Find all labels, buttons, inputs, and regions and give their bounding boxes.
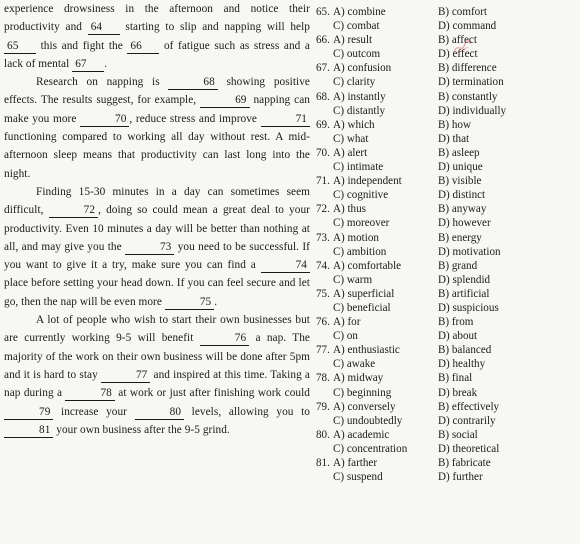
question-number: 77. [316, 344, 330, 357]
question-70-row-cd [316, 160, 578, 174]
question-79-row-ab [316, 400, 578, 414]
option-a: A) alert [333, 146, 368, 159]
question-number: 70. [316, 146, 330, 159]
question-80-row-cd [316, 442, 578, 456]
option-a: A) superficial [333, 287, 395, 300]
option-c: C) beginning [333, 386, 392, 399]
paragraph-3: Finding 15-30 minutes in a day can sometimes seem difficult, 72 , doing so could mean a great deal to your productivity. Even 10 minutes a day will be better than nothing at all, and may give you the 73 you need to be successful. If you want to give it a try, make sure you can find a 74 place before setting your head down. If you can feel secure and let go, then the nap will be even more 75 . [4, 185, 310, 308]
question-68-row-ab [316, 90, 578, 104]
blank-77: 77 [101, 369, 150, 383]
blank-80: 80 [135, 406, 184, 420]
option-b: B) artificial [438, 287, 490, 300]
option-d: D) suspicious [438, 301, 499, 314]
question-number: 73. [316, 231, 330, 244]
question-71-row-cd [316, 188, 578, 202]
option-a: A) conversely [333, 400, 396, 413]
question-number: 78. [316, 372, 330, 385]
blank-73: 73 [125, 241, 174, 255]
option-c: C) what [333, 132, 369, 145]
blank-67: 67 [72, 58, 104, 72]
blank-66: 66 [127, 40, 159, 54]
option-b: B) social [438, 428, 478, 441]
option-b: B) comfort [438, 6, 487, 18]
option-b: B) anyway [438, 203, 487, 216]
question-81-row-ab [316, 456, 578, 470]
option-d: D) command [438, 20, 497, 33]
question-78-row-ab [316, 371, 578, 385]
option-b: B) fabricate [438, 457, 491, 469]
question-79-row-cd [316, 414, 578, 428]
option-d: D) healthy [438, 358, 486, 371]
question-72-row-ab [316, 202, 578, 216]
question-74-row-cd [316, 273, 578, 287]
question-66-row-cd [316, 47, 578, 61]
question-69-row-cd [316, 132, 578, 146]
option-a: A) for [333, 316, 361, 329]
option-d: D) theoretical [438, 442, 500, 455]
question-75-row-cd [316, 301, 578, 315]
option-d: D) about [438, 330, 478, 343]
option-d: D) distinct [438, 189, 486, 202]
option-b: B) from [438, 316, 474, 329]
option-a: A) midway [333, 372, 384, 385]
question-number: 65. [316, 6, 330, 18]
question-number: 69. [316, 118, 330, 131]
option-b: B) final [438, 372, 473, 385]
question-70-row-ab [316, 146, 578, 160]
option-a: A) thus [333, 203, 366, 216]
option-b: B) how [438, 118, 471, 131]
option-d: D) effect [438, 48, 478, 61]
blank-75: 75 [165, 296, 214, 310]
option-c: C) warm [333, 273, 373, 286]
blank-72: 72 [49, 204, 98, 218]
option-b: B) effectively [438, 400, 500, 413]
question-81-row-cd [316, 470, 578, 484]
question-77-row-cd [316, 357, 578, 371]
question-number: 79. [316, 400, 330, 413]
option-a: A) result [333, 34, 373, 47]
option-d: D) motivation [438, 245, 501, 258]
question-65-row-cd [316, 19, 578, 33]
option-c: C) beneficial [333, 301, 391, 314]
option-c: C) on [333, 330, 358, 343]
question-71-row-ab [316, 174, 578, 188]
blank-76: 76 [200, 332, 249, 346]
blank-68: 68 [168, 76, 217, 90]
option-c: C) outcom [333, 48, 381, 61]
paragraph-4: A lot of people who wish to start their own businesses but are currently working 9-5 will benefit 76 a nap. The majority of the work on their own business will be done after 5pm and it is hard to stay 77 and inspired at this time. Taking a nap during a 78 at work or just after finishing work could 79 increase your 80 levels, allowing you to 81 your own business after the 9-5 grind. [4, 314, 311, 436]
option-c: C) cognitive [333, 189, 389, 202]
option-d: D) termination [438, 76, 504, 89]
option-b: B) affect [438, 34, 477, 47]
question-number: 76. [316, 316, 330, 329]
option-c: C) concentration [333, 442, 408, 455]
question-number: 80. [316, 428, 330, 441]
question-74-row-ab [316, 259, 578, 273]
blank-81: 81 [4, 424, 53, 438]
cloze-passage [4, 0, 310, 439]
blank-65: 65 [4, 40, 36, 54]
question-72-row-cd [316, 216, 578, 230]
question-77-row-ab [316, 343, 578, 357]
option-c: C) intimate [333, 161, 384, 174]
option-d: D) that [438, 132, 470, 145]
question-76-row-cd [316, 329, 578, 343]
pen-mark-icon [452, 38, 472, 56]
question-73-row-ab [316, 231, 578, 245]
option-b: B) visible [438, 175, 482, 188]
option-c: C) distantly [333, 104, 386, 117]
option-c: C) clarity [333, 76, 376, 89]
question-73-row-cd [316, 245, 578, 259]
question-number: 81. [316, 457, 330, 469]
question-number: 75. [316, 287, 330, 300]
option-a: A) motion [333, 231, 379, 244]
question-69-row-ab [316, 118, 578, 132]
answer-options [316, 5, 578, 484]
option-a: A) which [333, 118, 375, 131]
question-number: 67. [316, 62, 330, 75]
option-b: B) grand [438, 259, 478, 272]
question-number: 74. [316, 259, 330, 272]
question-number: 66. [316, 34, 330, 47]
option-a: A) comfortable [333, 259, 402, 272]
option-a: A) farther [333, 457, 378, 469]
option-c: C) combat [333, 20, 380, 33]
question-65-row-ab [316, 5, 578, 19]
option-d: D) further [438, 471, 483, 484]
option-a: A) confusion [333, 62, 392, 75]
option-d: D) splendid [438, 273, 491, 286]
option-c: C) suspend [333, 471, 383, 484]
question-66-row-ab [316, 33, 578, 47]
option-d: D) contrarily [438, 414, 496, 427]
option-d: D) individually [438, 104, 507, 117]
option-d: D) break [438, 386, 478, 399]
question-number: 71. [316, 175, 330, 188]
question-78-row-cd [316, 386, 578, 400]
option-c: C) moreover [333, 217, 390, 230]
blank-74: 74 [261, 259, 310, 273]
paragraph-2: Research on napping is 68 showing positive effects. The results suggest, for example, 69 napping can make you more 70 , reduce stress and improve 71 functioning compared to working all day without rest. A mid-afternoon sleep means that productivity can last long into the night. [4, 76, 310, 180]
blank-69: 69 [200, 94, 249, 108]
option-b: B) asleep [438, 146, 480, 159]
option-c: C) undoubtedly [333, 414, 403, 427]
option-d: D) however [438, 217, 491, 230]
question-67-row-cd [316, 75, 578, 89]
blank-79: 79 [4, 406, 53, 420]
option-d: D) unique [438, 161, 483, 174]
option-a: A) instantly [333, 90, 386, 103]
blank-70: 70 [80, 113, 129, 127]
blank-71: 71 [261, 113, 310, 127]
option-a: A) enthusiastic [333, 344, 400, 357]
option-a: A) combine [333, 6, 386, 18]
option-c: C) ambition [333, 245, 387, 258]
option-b: B) energy [438, 231, 482, 244]
blank-78: 78 [65, 387, 114, 401]
question-75-row-ab [316, 287, 578, 301]
option-b: B) balanced [438, 344, 492, 357]
option-a: A) independent [333, 175, 402, 188]
option-b: B) difference [438, 62, 497, 75]
question-number: 68. [316, 90, 330, 103]
paragraph-1: experience drowsiness in the afternoon and notice their productivity and 64 starting to slip and napping will help 65 this and fight the 66 of fatigue such as stress and a lack of mental 67 . [4, 3, 310, 70]
question-80-row-ab [316, 428, 578, 442]
question-76-row-ab [316, 315, 578, 329]
question-68-row-cd [316, 104, 578, 118]
question-number: 72. [316, 203, 330, 216]
option-a: A) academic [333, 428, 390, 441]
option-c: C) awake [333, 358, 376, 371]
question-67-row-ab [316, 61, 578, 75]
blank-64: 64 [88, 21, 120, 35]
option-b: B) constantly [438, 90, 498, 103]
